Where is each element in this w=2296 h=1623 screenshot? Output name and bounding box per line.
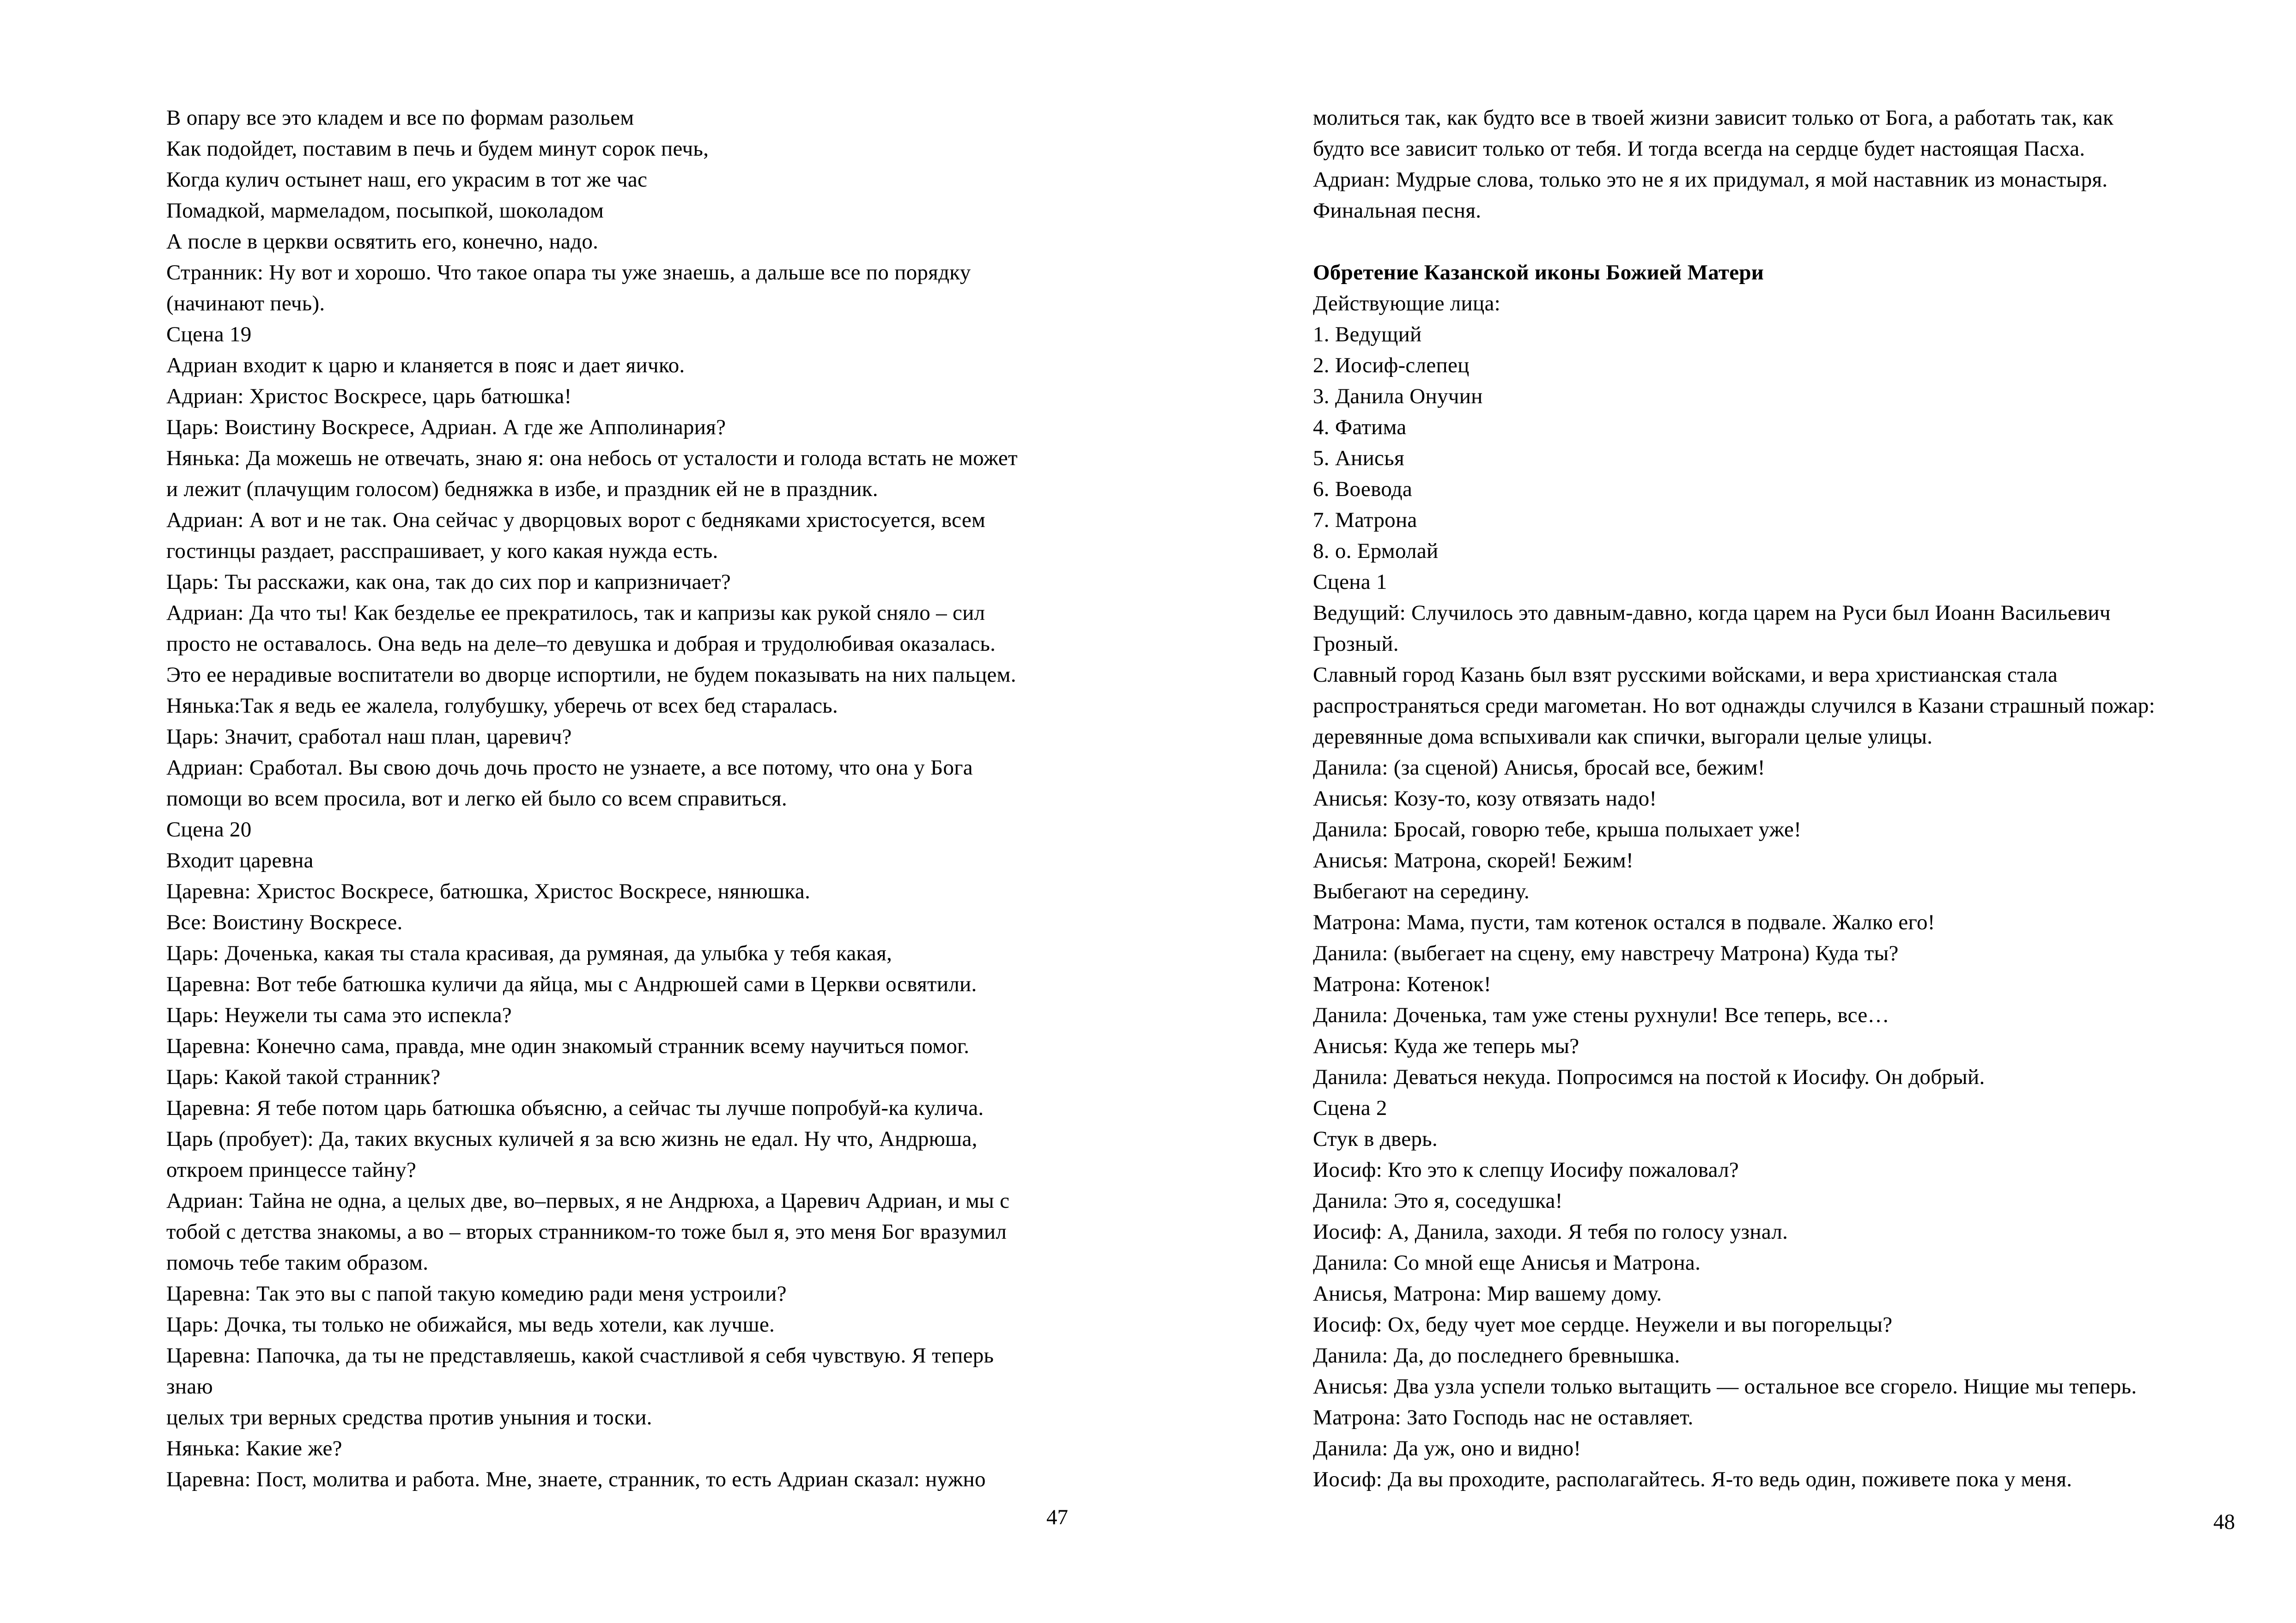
text-line: 3. Данила Онучин xyxy=(1313,384,1483,408)
text-line: Нянька: Да можешь не отвечать, знаю я: она небось от усталости и голода встать не может xyxy=(166,446,1018,470)
text-line: А после в церкви освятить его, конечно, надо. xyxy=(166,230,599,254)
text-line: Это ее нерадивые воспитатели во дворце испортили, не будем показывать на них пальцем. xyxy=(166,663,1016,687)
text-line: Царевна: Папочка, да ты не представляешь, какой счастливой я себя чувствую. Я теперь xyxy=(166,1344,994,1368)
page-number: 47 xyxy=(1046,1505,1068,1529)
text-line: Царь: Воистину Воскресе, Адриан. А где же Апполинария? xyxy=(166,415,726,439)
text-line: Данила: Доченька, там уже стены рухнули! Все теперь, все… xyxy=(1313,1003,1889,1027)
text-line: Анисья: Два узла успели только вытащить — остальное все сгорело. Нищие мы теперь. xyxy=(1313,1375,2137,1399)
text-line: Царь: Какой такой странник? xyxy=(166,1065,441,1089)
page-48-text-block xyxy=(1313,103,2235,1495)
text-line: Анисья, Матрона: Мир вашему дому. xyxy=(1313,1282,1662,1306)
text-line: Сцена 19 xyxy=(166,322,252,346)
text-line: 2. Иосиф-слепец xyxy=(1313,353,1470,377)
text-line: деревянные дома вспыхивали как спички, выгорали целые улицы. xyxy=(1313,725,1933,749)
text-line: Адриан входит к царю и кланяется в пояс и дает яичко. xyxy=(166,353,685,377)
text-line: просто не оставалось. Она ведь на деле–то девушка и добрая и трудолюбивая оказалась. xyxy=(166,632,996,656)
page-48 xyxy=(1148,0,2296,1623)
text-line: помощи во всем просила, вот и легко ей было со всем справиться. xyxy=(166,787,787,811)
text-line: В опару все это кладем и все по формам разольем xyxy=(166,106,634,130)
text-line: Данила: Бросай, говорю тебе, крыша полыхает уже! xyxy=(1313,818,1802,842)
text-line: Входит царевна xyxy=(166,848,314,872)
text-line: Царевна: Конечно сама, правда, мне один знакомый странник всему научиться помог. xyxy=(166,1034,970,1058)
text-line: Адриан: Христос Воскресе, царь батюшка! xyxy=(166,384,572,408)
text-line: Действующие лица: xyxy=(1313,291,1500,315)
text-line: Иосиф: Кто это к слепцу Иосифу пожаловал? xyxy=(1313,1158,1739,1182)
page-number: 48 xyxy=(2213,1510,2235,1534)
text-line: Данила: Да уж, оно и видно! xyxy=(1313,1436,1581,1460)
text-line: Царевна: Христос Воскресе, батюшка, Христос Воскресе, нянюшка. xyxy=(166,879,811,903)
text-line: Царь: Ты расскажи, как она, так до сих пор и капризничает? xyxy=(166,570,731,594)
text-line: Анисья: Козу-то, козу отвязать надо! xyxy=(1313,787,1657,811)
text-line: гостинцы раздает, расспрашивает, у кого какая нужда есть. xyxy=(166,539,718,563)
text-line: Матрона: Мама, пусти, там котенок остался в подвале. Жалко его! xyxy=(1313,910,1935,934)
text-line: Иосиф: Да вы проходите, располагайтесь. Я-то ведь один, поживете пока у меня. xyxy=(1313,1467,2072,1491)
blank-line xyxy=(1313,226,2235,257)
text-line: Царевна: Я тебе потом царь батюшка объясню, а сейчас ты лучше попробуй-ка кулича. xyxy=(166,1096,984,1120)
text-line: Нянька:Так я ведь ее жалела, голубушку, уберечь от всех бед старалась. xyxy=(166,694,838,718)
text-line: Нянька: Какие же? xyxy=(166,1436,342,1460)
text-line: Царь (пробует): Да, таких вкусных куличей я за всю жизнь не едал. Ну что, Андрюша, xyxy=(166,1127,978,1151)
text-line: молиться так, как будто все в твоей жизни зависит только от Бога, а работать так, как xyxy=(1313,106,2114,130)
text-line: Данила: Деваться некуда. Попросимся на постой к Иосифу. Он добрый. xyxy=(1313,1065,1985,1089)
page-47-text-block xyxy=(166,103,1068,1495)
text-line: 5. Анисья xyxy=(1313,446,1404,470)
text-line: Иосиф: Ох, беду чует мое сердце. Неужели и вы погорельцы? xyxy=(1313,1313,1893,1337)
text-line: знаю xyxy=(166,1375,213,1399)
text-line: помочь тебе таким образом. xyxy=(166,1251,429,1275)
text-line: Как подойдет, поставим в печь и будем минут сорок печь, xyxy=(166,137,709,161)
section-heading: Обретение Казанской иконы Божией Матери xyxy=(1313,260,1764,285)
text-line: (начинают печь). xyxy=(166,291,325,315)
text-line: Данила: (выбегает на сцену, ему навстречу Матрона) Куда ты? xyxy=(1313,941,1899,965)
text-line: Матрона: Зато Господь нас не оставляет. xyxy=(1313,1405,1694,1429)
text-line: Царевна: Пост, молитва и работа. Мне, знаете, странник, то есть Адриан сказал: нужно xyxy=(166,1467,986,1491)
text-line: Царь: Дочка, ты только не обижайся, мы ведь хотели, как лучше. xyxy=(166,1313,775,1337)
text-line: Матрона: Котенок! xyxy=(1313,972,1491,996)
text-line: Сцена 20 xyxy=(166,818,252,842)
text-line: Когда кулич остынет наш, его украсим в тот же час xyxy=(166,168,648,192)
text-line: Славный город Казань был взят русскими войсками, и вера христианская стала xyxy=(1313,663,2058,687)
text-line: Грозный. xyxy=(1313,632,1399,656)
text-line: Стук в дверь. xyxy=(1313,1127,1438,1151)
text-line: и лежит (плачущим голосом) бедняжка в избе, и праздник ей не в праздник. xyxy=(166,477,878,501)
text-line: тобой с детства знакомы, а во – вторых странником-то тоже был я, это меня Бог вразумил xyxy=(166,1220,1007,1244)
text-line: Царевна: Вот тебе батюшка куличи да яйца, мы с Андрюшей сами в Церкви освятили. xyxy=(166,972,977,996)
text-line: Адриан: Мудрые слова, только это не я их придумал, я мой наставник из монастыря. xyxy=(1313,168,2108,192)
text-line: Царь: Доченька, какая ты стала красивая, да румяная, да улыбка у тебя какая, xyxy=(166,941,893,965)
text-line: откроем принцессе тайну? xyxy=(166,1158,417,1182)
text-line: Помадкой, мармеладом, посыпкой, шоколадом xyxy=(166,199,604,223)
text-line: Царь: Неужели ты сама это испекла? xyxy=(166,1003,512,1027)
text-line: Анисья: Матрона, скорей! Бежим! xyxy=(1313,848,1634,872)
text-line: Финальная песня. xyxy=(1313,199,1482,223)
text-line: Данила: Это я, соседушка! xyxy=(1313,1189,1563,1213)
text-line: Иосиф: А, Данила, заходи. Я тебя по голосу узнал. xyxy=(1313,1220,1788,1244)
text-line: Царевна: Так это вы с папой такую комедию ради меня устроили? xyxy=(166,1282,787,1306)
text-line: 6. Воевода xyxy=(1313,477,1413,501)
text-line: Адриан: А вот и не так. Она сейчас у дворцовых ворот с бедняками христосуется, всем xyxy=(166,508,986,532)
text-line: Данила: Да, до последнего бревнышка. xyxy=(1313,1344,1680,1368)
text-line: 1. Ведущий xyxy=(1313,322,1422,346)
text-line: Странник: Ну вот и хорошо. Что такое опара ты уже знаешь, а дальше все по порядку xyxy=(166,260,971,285)
text-line: Адриан: Да что ты! Как безделье ее прекратилось, так и капризы как рукой сняло – сил xyxy=(166,601,985,625)
text-line: Ведущий: Случилось это давным-давно, когда царем на Руси был Иоанн Васильевич xyxy=(1313,601,2111,625)
text-line: Анисья: Куда же теперь мы? xyxy=(1313,1034,1579,1058)
text-line: Данила: (за сценой) Анисья, бросай все, бежим! xyxy=(1313,756,1765,780)
text-line: Данила: Со мной еще Анисья и Матрона. xyxy=(1313,1251,1701,1275)
text-line: Выбегают на середину. xyxy=(1313,879,1530,903)
text-line: 4. Фатима xyxy=(1313,415,1407,439)
text-line: распространяться среди магометан. Но вот однажды случился в Казани страшный пожар: xyxy=(1313,694,2155,718)
text-line: Сцена 1 xyxy=(1313,570,1387,594)
text-line: Царь: Значит, сработал наш план, царевич? xyxy=(166,725,572,749)
text-line: 7. Матрона xyxy=(1313,508,1417,532)
text-line: Все: Воистину Воскресе. xyxy=(166,910,403,934)
text-line: будто все зависит только от тебя. И тогда всегда на сердце будет настоящая Пасха. xyxy=(1313,137,2085,161)
text-line: целых три верных средства против уныния и тоски. xyxy=(166,1405,652,1429)
text-line: Адриан: Сработал. Вы свою дочь дочь просто не узнаете, а все потому, что она у Бога xyxy=(166,756,973,780)
text-line: Сцена 2 xyxy=(1313,1096,1387,1120)
text-line: 8. о. Ермолай xyxy=(1313,539,1439,563)
text-line: Адриан: Тайна не одна, а целых две, во–первых, я не Андрюха, а Царевич Адриан, и мы с xyxy=(166,1189,1010,1213)
